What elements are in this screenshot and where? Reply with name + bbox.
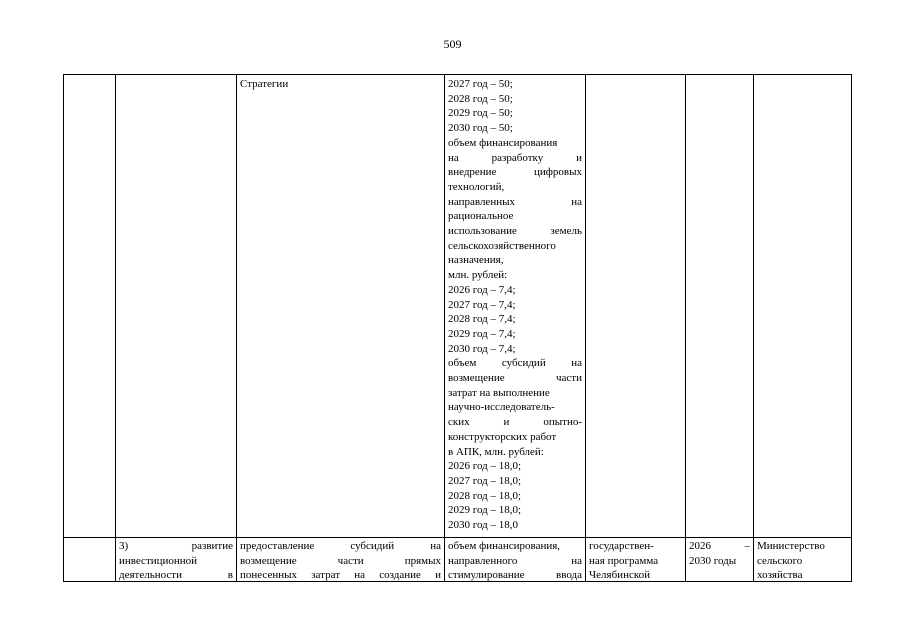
row2-col7-line: сельского [757, 554, 803, 567]
column-divider [115, 75, 116, 581]
row2-col2-line: инвестиционной [119, 554, 198, 567]
row2-col7-cell [754, 539, 853, 583]
row2-col5-line: ная программа [589, 554, 659, 567]
row2-col5-cell [586, 539, 685, 583]
row1-col4-line: 2028 год – 7,4; [448, 313, 516, 326]
row1-col4-line: внедрение цифровых [448, 166, 582, 179]
row1-col4-line: млн. рублей: [448, 269, 508, 282]
row1-col4-line: 2027 год – 50; [448, 78, 513, 90]
row2-col4-line: объем финансирования, [448, 540, 561, 552]
row1-col4-line: 2027 год – 18,0; [448, 474, 522, 487]
row1-col4-line: 2030 год – 50; [448, 122, 513, 135]
row1-col4-line: направленных на [448, 195, 582, 208]
row1-col3-cell [237, 77, 444, 92]
row1-col4-line: 2026 год – 7,4; [448, 283, 516, 296]
row1-col4-line: 2029 год – 7,4; [448, 327, 516, 340]
row-divider [64, 537, 851, 538]
row2-col6-cell [686, 539, 753, 568]
row1-col4-line: технологий, [448, 180, 505, 193]
row1-col4-line: 2026 год – 18,0; [448, 460, 522, 473]
row2-col6-line: 2030 годы [689, 554, 737, 567]
row2-col3-line: предоставление субсидий на [240, 540, 441, 552]
row2-col4-line: стимулирование ввода [448, 569, 582, 582]
row2-col6-line: 2026 – [689, 540, 750, 552]
row2-col2-cell [116, 539, 236, 583]
row2-col2-line: деятельности в [119, 569, 233, 582]
row1-col4-line: рациональное [448, 210, 514, 223]
row1-col4-line: объем финансирования [448, 136, 558, 149]
row1-col4-line: 2030 год – 7,4; [448, 342, 516, 355]
row2-col2-line: 3) развитие [119, 540, 233, 552]
row1-col4-line: научно-исследователь- [448, 401, 555, 414]
row1-col4-line: объем субсидий на [448, 357, 582, 370]
row1-col4-line: на разработку и [448, 151, 582, 164]
row2-col7-line: хозяйства [757, 569, 803, 582]
column-divider [585, 75, 586, 581]
row2-col3-line: понесенных затрат на создание и [240, 569, 441, 582]
column-divider [236, 75, 237, 581]
row1-col4-line: конструкторских работ [448, 430, 557, 443]
column-divider [753, 75, 754, 581]
row2-col5-line: Челябинской [589, 569, 651, 582]
row2-col4-line: направленного на [448, 554, 582, 567]
row1-col4-line: затрат на выполнение [448, 386, 550, 399]
row1-col4-cell [445, 77, 585, 533]
row1-col4-line: в АПК, млн. рублей: [448, 445, 544, 458]
row1-col4-line: сельскохозяйственного [448, 239, 556, 252]
row2-col4-cell [445, 539, 585, 583]
row2-col7-line: Министерство [757, 540, 825, 552]
row1-col4-line: 2027 год – 7,4; [448, 298, 516, 311]
row1-col4-line: назначения, [448, 254, 504, 267]
row2-col5-line: государствен- [589, 540, 654, 552]
page-number: 509 [443, 37, 462, 51]
row2-col3-line: возмещение части прямых [240, 554, 441, 567]
column-divider [685, 75, 686, 581]
row1-col4-line: ских и опытно- [448, 416, 582, 429]
row1-col4-line: 2028 год – 50; [448, 92, 513, 105]
row2-col3-cell [237, 539, 444, 583]
row1-col3-text: Стратегии [240, 78, 289, 90]
row1-col4-line: 2029 год – 18,0; [448, 504, 522, 517]
row1-col4-line: 2028 год – 18,0; [448, 489, 522, 502]
row1-col4-line: возмещение части [448, 372, 582, 385]
row1-col4-line: 2030 год – 18,0 [448, 519, 519, 532]
row1-col4-line: 2029 год – 50; [448, 107, 513, 120]
program-table [63, 74, 852, 582]
row1-col4-line: использование земель [448, 225, 582, 238]
